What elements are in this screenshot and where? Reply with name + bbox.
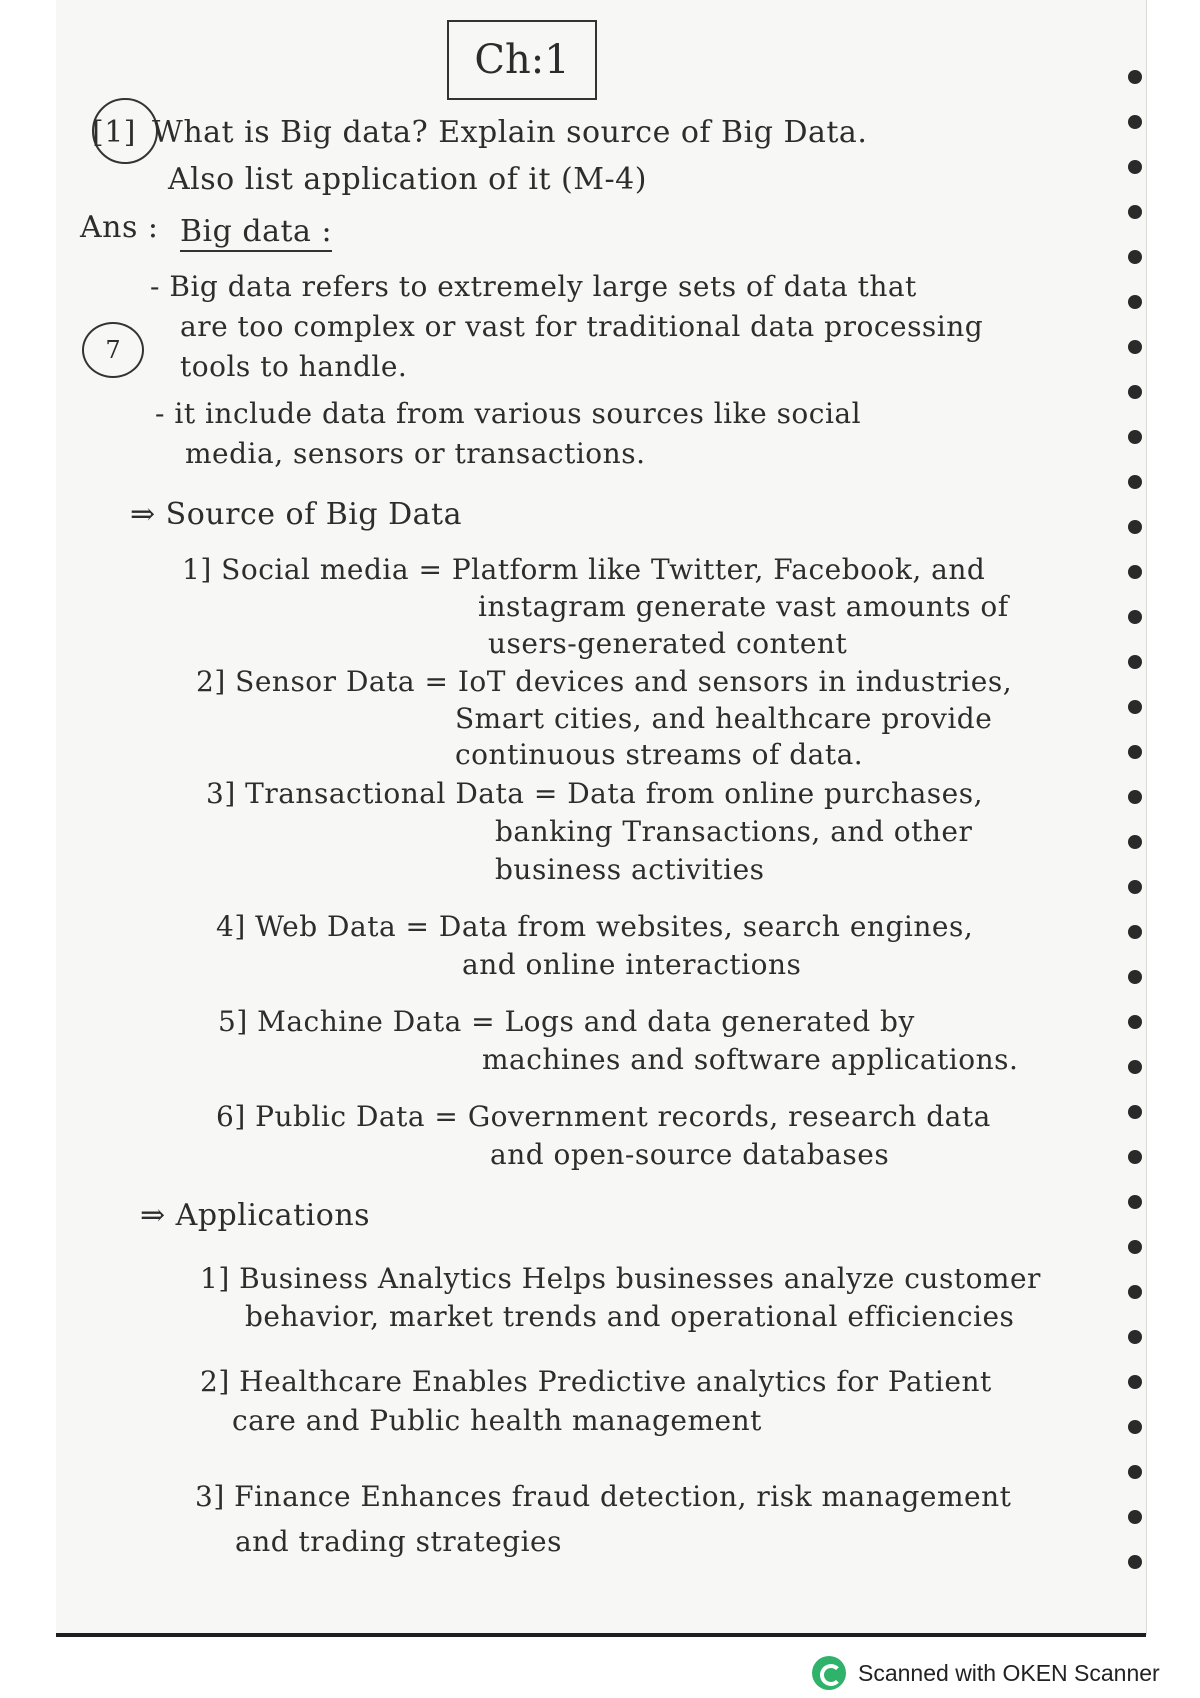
application-line: and trading strategies (235, 1525, 562, 1558)
application-line: Finance Enhances fraud detection, risk management (234, 1480, 1012, 1513)
source-title: Public Data = (255, 1100, 459, 1133)
source-item-machine-data: 5] Machine Data = Logs and data generated by (218, 1005, 915, 1038)
answer-label: Ans : (80, 210, 159, 245)
source-line: Smart cities, and healthcare provide (455, 702, 993, 735)
def-line: - it include data from various sources like social (155, 397, 862, 430)
answer-topic-text: Big data : (180, 214, 332, 252)
spiral-hole (1128, 115, 1142, 129)
source-number: 1 (182, 553, 201, 586)
question-line-1: What is Big data? Explain source of Big Data. (152, 115, 868, 150)
spiral-hole (1128, 70, 1142, 84)
source-title: Social media = (221, 553, 443, 586)
source-line: and open-source databases (490, 1138, 890, 1171)
source-title: Transactional Data = (245, 777, 558, 810)
application-line: Healthcare Enables Predictive analytics for Patient (239, 1365, 992, 1398)
spiral-hole (1128, 1060, 1142, 1074)
source-line: Government records, research data (467, 1100, 991, 1133)
spiral-hole (1128, 385, 1142, 399)
def-line: - Big data refers to extremely large sets of data that (150, 270, 917, 303)
application-item-finance: 3] Finance Enhances fraud detection, risk management (195, 1480, 1012, 1513)
spiral-hole (1128, 790, 1142, 804)
def-line: are too complex or vast for traditional data processing (180, 310, 984, 343)
spiral-hole (1128, 475, 1142, 489)
def-line: media, sensors or transactions. (185, 437, 646, 470)
spiral-hole (1128, 925, 1142, 939)
spiral-hole (1128, 1555, 1142, 1569)
source-line: continuous streams of data. (455, 738, 864, 771)
application-line: care and Public health management (232, 1404, 762, 1437)
spiral-hole (1128, 970, 1142, 984)
source-item-social-media: 1] Social media = Platform like Twitter, Facebook, and (182, 553, 986, 586)
spiral-hole (1128, 1015, 1142, 1029)
spiral-hole (1128, 295, 1142, 309)
scanner-text: Scanned with OKEN Scanner (858, 1659, 1160, 1686)
spiral-hole (1128, 1330, 1142, 1344)
source-title: Machine Data = (257, 1005, 496, 1038)
application-line: behavior, market trends and operational efficiencies (245, 1300, 1015, 1333)
chapter-title-box (447, 20, 597, 100)
sources-heading: ⇒ Source of Big Data (130, 497, 463, 532)
source-number: 2 (196, 665, 215, 698)
oken-scanner-logo-icon (812, 1656, 846, 1690)
spiral-hole (1128, 700, 1142, 714)
scanner-watermark (812, 1656, 1160, 1690)
spiral-hole (1128, 1285, 1142, 1299)
application-number: 1 (200, 1262, 219, 1295)
source-line: Platform like Twitter, Facebook, and (451, 553, 986, 586)
spiral-hole (1128, 1105, 1142, 1119)
marks-circle (82, 322, 144, 378)
source-item-transactional-data: 3] Transactional Data = Data from online purchases, (206, 777, 984, 810)
source-line: and online interactions (462, 948, 802, 981)
source-line: machines and software applications. (482, 1043, 1019, 1076)
spiral-hole (1128, 880, 1142, 894)
spiral-hole (1128, 1420, 1142, 1434)
source-number: 5 (218, 1005, 237, 1038)
spiral-hole (1128, 250, 1142, 264)
def-line: tools to handle. (180, 350, 408, 383)
spiral-hole (1128, 340, 1142, 354)
source-line: business activities (495, 853, 765, 886)
applications-heading: ⇒ Applications (140, 1198, 371, 1233)
page-bottom-edge (56, 1633, 1146, 1637)
application-number: 3 (195, 1480, 214, 1513)
spiral-hole (1128, 1375, 1142, 1389)
application-item-healthcare: 2] Healthcare Enables Predictive analytics for Patient (200, 1365, 992, 1398)
spiral-hole (1128, 1240, 1142, 1254)
source-number: 3 (206, 777, 225, 810)
source-line: Data from websites, search engines, (438, 910, 974, 943)
source-line: Logs and data generated by (504, 1005, 915, 1038)
spiral-hole (1128, 835, 1142, 849)
spiral-hole (1128, 1465, 1142, 1479)
source-line: Data from online purchases, (567, 777, 984, 810)
spiral-binding (1128, 70, 1146, 1610)
source-line: IoT devices and sensors in industries, (457, 665, 1013, 698)
source-number: 4 (216, 910, 235, 943)
spiral-hole (1128, 565, 1142, 579)
source-item-public-data: 6] Public Data = Government records, research data (216, 1100, 991, 1133)
source-item-web-data: 4] Web Data = Data from websites, search engines, (216, 910, 974, 943)
spiral-hole (1128, 1150, 1142, 1164)
spiral-hole (1128, 205, 1142, 219)
source-line: users-generated content (488, 627, 848, 660)
spiral-hole (1128, 160, 1142, 174)
spiral-hole (1128, 1195, 1142, 1209)
application-number: 2 (200, 1365, 219, 1398)
spiral-hole (1128, 655, 1142, 669)
application-line: Business Analytics Helps businesses analyze customer (239, 1262, 1041, 1295)
chapter-title: Ch:1 (474, 37, 570, 83)
source-line: instagram generate vast amounts of (478, 590, 1009, 623)
spiral-hole (1128, 1510, 1142, 1524)
source-item-sensor-data: 2] Sensor Data = IoT devices and sensors in industries, (196, 665, 1013, 698)
spiral-hole (1128, 745, 1142, 759)
spiral-hole (1128, 520, 1142, 534)
spiral-hole (1128, 610, 1142, 624)
application-item-business: 1] Business Analytics Helps businesses analyze customer (200, 1262, 1041, 1295)
marks-value: 7 (105, 336, 121, 364)
source-line: banking Transactions, and other (495, 815, 973, 848)
source-title: Sensor Data = (235, 665, 449, 698)
question-line-2: Also list application of it (M-4) (168, 162, 647, 197)
source-title: Web Data = (255, 910, 430, 943)
spiral-hole (1128, 430, 1142, 444)
answer-topic (180, 214, 332, 249)
source-number: 6 (216, 1100, 235, 1133)
question-number: [1] (92, 115, 136, 150)
